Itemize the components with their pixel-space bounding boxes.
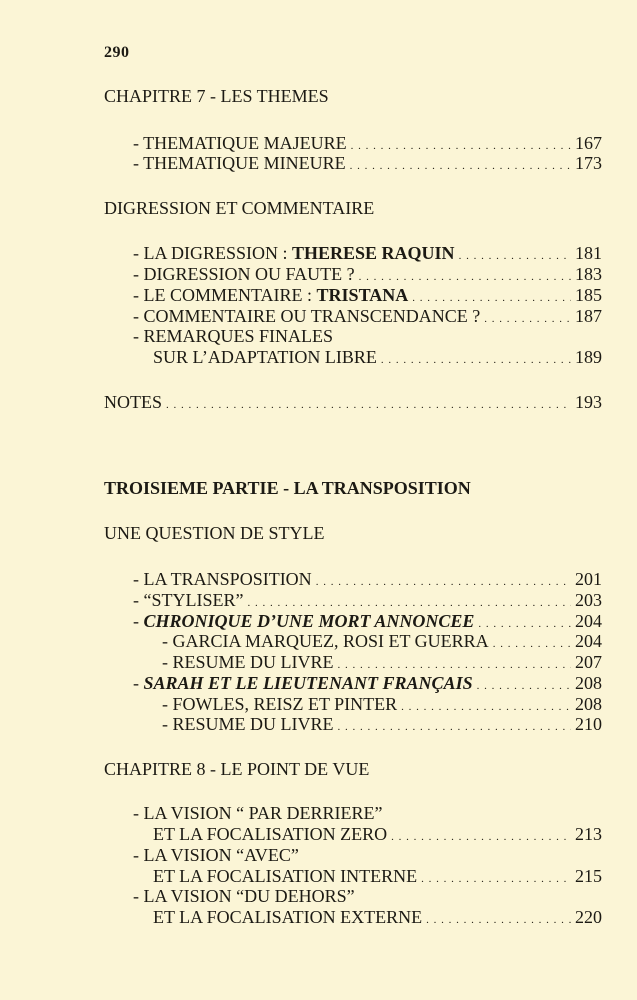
toc-entry-chronique — [133, 611, 602, 631]
toc-entry-vision-dehors — [153, 907, 602, 927]
chapter-8-heading: CHAPITRE 8 - LE POINT DE VUE — [104, 759, 370, 779]
toc-entry-page: 167 — [575, 133, 602, 153]
toc-entry-page: 204 — [575, 631, 602, 651]
toc-entry-page: 193 — [575, 392, 602, 412]
toc-entry-remarques-line1: - REMARQUES FINALES — [133, 326, 334, 346]
toc-entry-page: 203 — [575, 590, 602, 610]
toc-entry-page: 181 — [575, 243, 602, 263]
page-number: 290 — [104, 44, 130, 61]
toc-entry-page: 210 — [575, 714, 602, 734]
toc-entry-page: 208 — [575, 694, 602, 714]
toc-entry-page: 204 — [575, 611, 602, 631]
toc-entry-vision-avec-line1: - LA VISION “AVEC” — [133, 845, 299, 865]
toc-entry-resume-1 — [162, 652, 602, 672]
toc-entry-label: SUR L’ADAPTATION LIBRE — [153, 347, 377, 367]
toc-entry-label: - COMMENTAIRE OU TRANSCENDANCE ? — [133, 306, 481, 326]
toc-entry-label: NOTES — [104, 392, 162, 412]
digression-heading: DIGRESSION ET COMMENTAIRE — [104, 198, 375, 218]
toc-entry-page: 213 — [575, 824, 602, 844]
toc-entry-label: - LE COMMENTAIRE : TRISTANA — [133, 285, 409, 305]
toc-entry-label: - LA DIGRESSION : THERESE RAQUIN — [133, 243, 455, 263]
toc-entry-label: - LA TRANSPOSITION — [133, 569, 312, 589]
toc-entry-page: 207 — [575, 652, 602, 672]
toc-entry-label: - GARCIA MARQUEZ, ROSI ET GUERRA — [162, 631, 489, 651]
toc-entry-label: - DIGRESSION OU FAUTE ? — [133, 264, 355, 284]
toc-entry-page: 189 — [575, 347, 602, 367]
toc-entry-label: - CHRONIQUE D’UNE MORT ANNONCEE — [133, 611, 475, 631]
toc-entry-remarques — [153, 347, 602, 367]
toc-entry-fowles — [162, 694, 602, 714]
toc-entry-label: - SARAH ET LE LIEUTENANT FRANÇAIS — [133, 673, 473, 693]
toc-entry-label: ET LA FOCALISATION INTERNE — [153, 866, 418, 886]
toc-entry-garcia-marquez — [162, 631, 602, 651]
toc-entry-transposition — [133, 569, 602, 589]
toc-entry-label: - FOWLES, REISZ ET PINTER — [162, 694, 398, 714]
toc-entry-vision-avec — [153, 866, 602, 886]
style-heading: UNE QUESTION DE STYLE — [104, 523, 325, 543]
toc-entry-transcendance — [133, 306, 602, 326]
toc-entry-page: 215 — [575, 866, 602, 886]
toc-entry-thematique-mineure — [133, 153, 602, 173]
toc-entry-label: ET LA FOCALISATION ZERO — [153, 824, 388, 844]
toc-entry-vision-derriere-line1: - LA VISION “ PAR DERRIERE” — [133, 803, 383, 823]
chapter-7-heading: CHAPITRE 7 - LES THEMES — [104, 86, 329, 106]
toc-entry-label: - THEMATIQUE MAJEURE — [133, 133, 347, 153]
toc-entry-page: 183 — [575, 264, 602, 284]
toc-entry-label: - RESUME DU LIVRE — [162, 714, 334, 734]
toc-entry-label: - RESUME DU LIVRE — [162, 652, 334, 672]
toc-entry-vision-dehors-line1: - LA VISION “DU DEHORS” — [133, 886, 355, 906]
toc-entry-page: 187 — [575, 306, 602, 326]
toc-entry-styliser — [133, 590, 602, 610]
toc-entry-page: 185 — [575, 285, 602, 305]
toc-entry-thematique-majeure — [133, 133, 602, 153]
toc-entry-page: 220 — [575, 907, 602, 927]
toc-entry-digression — [133, 243, 602, 263]
toc-entry-notes — [104, 392, 602, 412]
toc-entry-commentaire — [133, 285, 602, 305]
toc-entry-digression-ou-faute — [133, 264, 602, 284]
toc-entry-sarah — [133, 673, 602, 693]
toc-entry-label: - THEMATIQUE MINEURE — [133, 153, 346, 173]
toc-entry-label: - “STYLISER” — [133, 590, 244, 610]
toc-entry-page: 201 — [575, 569, 602, 589]
toc-entry-page: 208 — [575, 673, 602, 693]
toc-entry-vision-derriere — [153, 824, 602, 844]
part-3-heading: TROISIEME PARTIE - LA TRANSPOSITION — [104, 478, 471, 498]
toc-entry-resume-2 — [162, 714, 602, 734]
toc-entry-label: ET LA FOCALISATION EXTERNE — [153, 907, 423, 927]
toc-entry-page: 173 — [575, 153, 602, 173]
